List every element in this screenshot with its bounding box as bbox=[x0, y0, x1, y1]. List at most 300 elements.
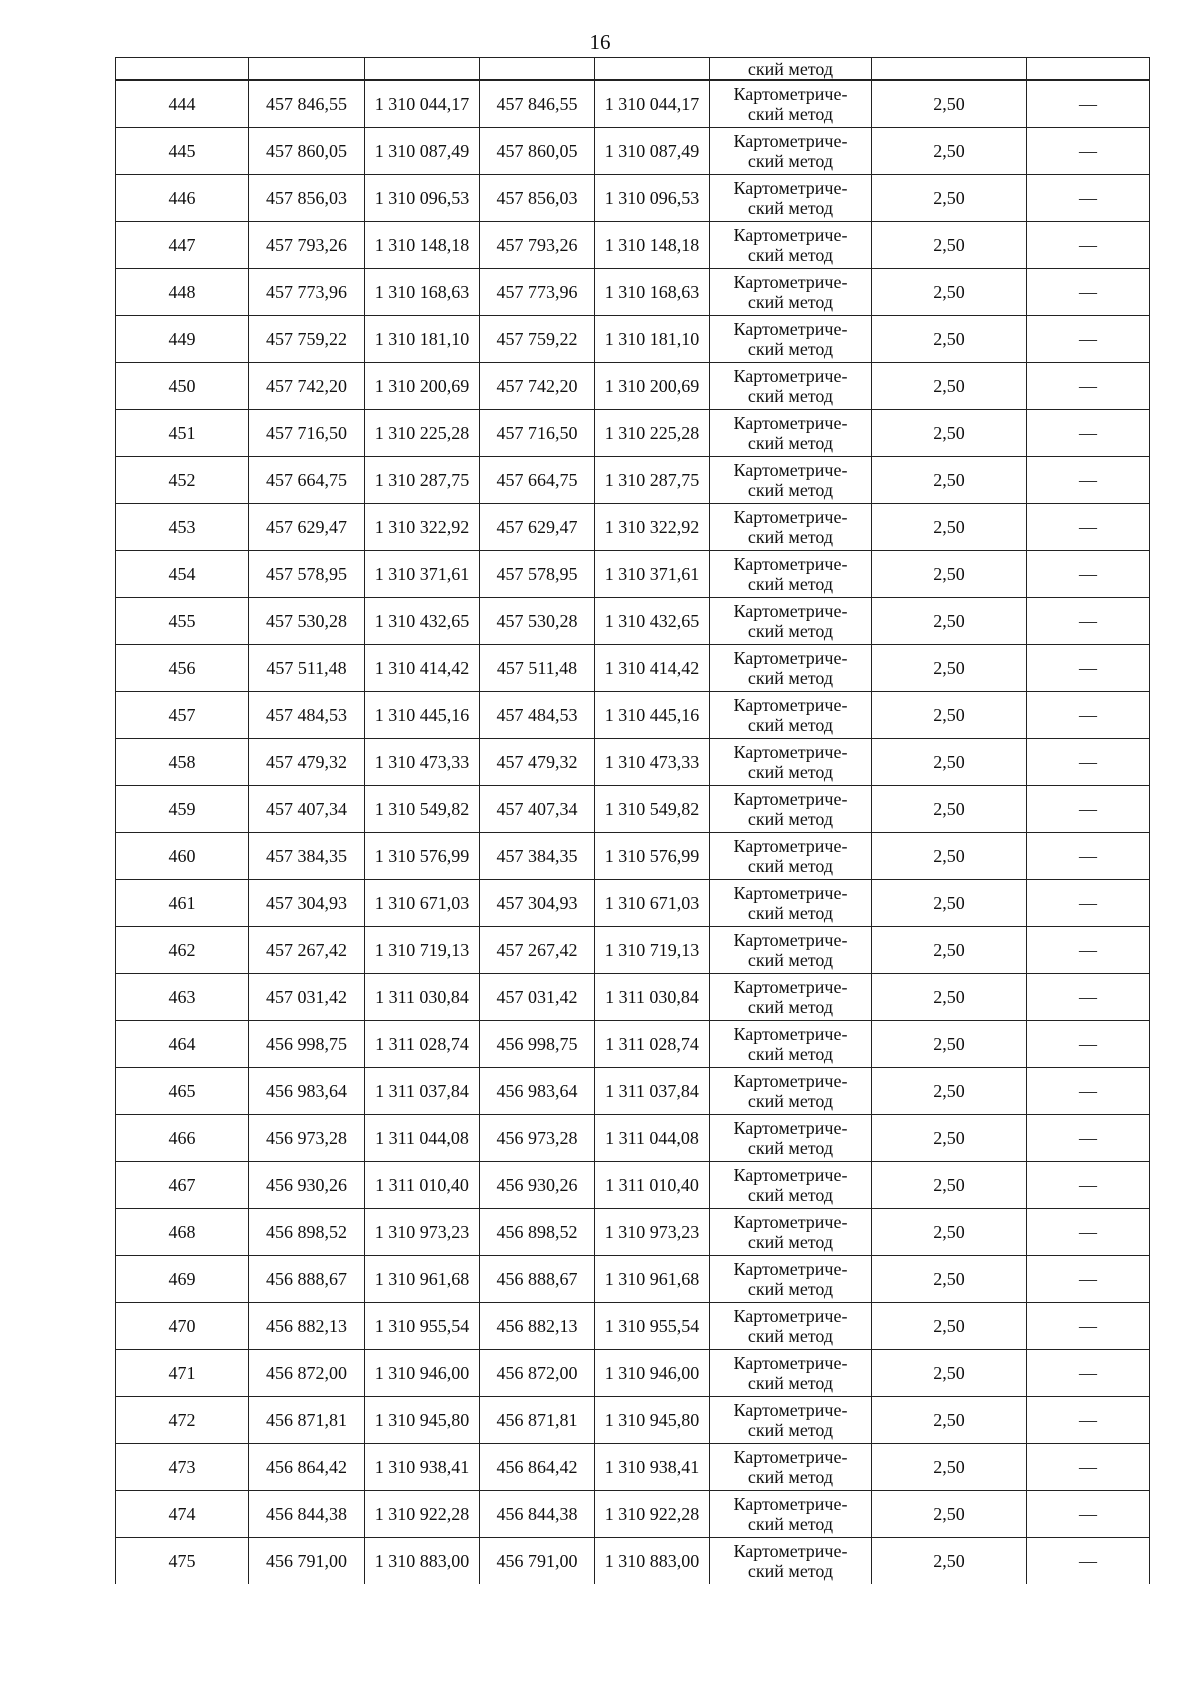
point-number-cell: 458 bbox=[116, 739, 249, 786]
table-cell bbox=[872, 58, 1027, 81]
method-line-1: Картометриче- bbox=[733, 1071, 848, 1091]
existing-y-cell: 1 310 414,42 bbox=[365, 645, 480, 692]
method-cell bbox=[710, 739, 872, 786]
existing-y-cell: 1 310 096,53 bbox=[365, 175, 480, 222]
new-y-cell: 1 310 445,16 bbox=[595, 692, 710, 739]
method-cell bbox=[710, 692, 872, 739]
point-number-cell: 468 bbox=[116, 1209, 249, 1256]
existing-y-cell: 1 310 287,75 bbox=[365, 457, 480, 504]
new-y-cell: 1 311 030,84 bbox=[595, 974, 710, 1021]
existing-y-cell: 1 310 719,13 bbox=[365, 927, 480, 974]
accuracy-cell: 2,50 bbox=[872, 739, 1027, 786]
method-line-1: Картометриче- bbox=[733, 178, 848, 198]
new-x-cell: 457 742,20 bbox=[480, 363, 595, 410]
table-row bbox=[116, 363, 1150, 410]
note-cell: — bbox=[1027, 316, 1150, 363]
method-cell bbox=[710, 974, 872, 1021]
method-cell bbox=[710, 927, 872, 974]
method-line-1: Картометриче- bbox=[733, 648, 848, 668]
table-row bbox=[116, 80, 1150, 128]
method-cell bbox=[710, 1538, 872, 1585]
table-row bbox=[116, 833, 1150, 880]
point-number-cell: 450 bbox=[116, 363, 249, 410]
method-cell bbox=[710, 1021, 872, 1068]
new-x-cell: 456 898,52 bbox=[480, 1209, 595, 1256]
existing-x-cell: 457 530,28 bbox=[249, 598, 365, 645]
table-row bbox=[116, 880, 1150, 927]
note-cell: — bbox=[1027, 363, 1150, 410]
new-x-cell: 456 983,64 bbox=[480, 1068, 595, 1115]
existing-y-cell: 1 310 148,18 bbox=[365, 222, 480, 269]
existing-x-cell: 457 742,20 bbox=[249, 363, 365, 410]
new-x-cell: 457 407,34 bbox=[480, 786, 595, 833]
table-row bbox=[116, 1256, 1150, 1303]
method-line-2: ский метод bbox=[747, 621, 834, 641]
new-x-cell: 456 998,75 bbox=[480, 1021, 595, 1068]
existing-y-cell: 1 310 955,54 bbox=[365, 1303, 480, 1350]
existing-y-cell: 1 310 200,69 bbox=[365, 363, 480, 410]
new-y-cell: 1 310 287,75 bbox=[595, 457, 710, 504]
accuracy-cell: 2,50 bbox=[872, 80, 1027, 128]
table-row bbox=[116, 175, 1150, 222]
method-line-1: Картометриче- bbox=[733, 507, 848, 527]
table-cell bbox=[116, 58, 249, 81]
method-line-1: Картометриче- bbox=[733, 1024, 848, 1044]
table-row bbox=[116, 410, 1150, 457]
method-cell bbox=[710, 269, 872, 316]
existing-x-cell: 457 716,50 bbox=[249, 410, 365, 457]
note-cell: — bbox=[1027, 410, 1150, 457]
point-number-cell: 445 bbox=[116, 128, 249, 175]
existing-y-cell: 1 310 181,10 bbox=[365, 316, 480, 363]
existing-x-cell: 457 479,32 bbox=[249, 739, 365, 786]
new-x-cell: 457 304,93 bbox=[480, 880, 595, 927]
accuracy-cell: 2,50 bbox=[872, 269, 1027, 316]
accuracy-cell: 2,50 bbox=[872, 175, 1027, 222]
method-line-1: Картометриче- bbox=[733, 413, 848, 433]
method-line-1: Картометриче- bbox=[733, 1353, 848, 1373]
existing-x-cell: 457 031,42 bbox=[249, 974, 365, 1021]
new-x-cell: 457 793,26 bbox=[480, 222, 595, 269]
method-cell bbox=[710, 363, 872, 410]
note-cell: — bbox=[1027, 457, 1150, 504]
method-cell bbox=[710, 1444, 872, 1491]
existing-y-cell: 1 310 973,23 bbox=[365, 1209, 480, 1256]
method-line-2: ский метод bbox=[747, 1420, 834, 1440]
table-row bbox=[116, 1209, 1150, 1256]
point-number-cell: 452 bbox=[116, 457, 249, 504]
new-x-cell: 457 031,42 bbox=[480, 974, 595, 1021]
accuracy-cell: 2,50 bbox=[872, 410, 1027, 457]
table-row bbox=[116, 1162, 1150, 1209]
table-row bbox=[116, 551, 1150, 598]
method-line-2: ский метод bbox=[747, 574, 834, 594]
new-x-cell: 457 856,03 bbox=[480, 175, 595, 222]
existing-y-cell: 1 310 671,03 bbox=[365, 880, 480, 927]
method-cell bbox=[710, 457, 872, 504]
point-number-cell: 449 bbox=[116, 316, 249, 363]
accuracy-cell: 2,50 bbox=[872, 363, 1027, 410]
method-cell bbox=[710, 1256, 872, 1303]
existing-x-cell: 457 860,05 bbox=[249, 128, 365, 175]
method-cell bbox=[710, 175, 872, 222]
method-line-1: Картометриче- bbox=[733, 883, 848, 903]
existing-y-cell: 1 310 322,92 bbox=[365, 504, 480, 551]
method-line-1: Картометриче- bbox=[733, 1118, 848, 1138]
method-cell bbox=[710, 1068, 872, 1115]
accuracy-cell: 2,50 bbox=[872, 1350, 1027, 1397]
new-y-cell: 1 310 945,80 bbox=[595, 1397, 710, 1444]
new-y-cell: 1 310 938,41 bbox=[595, 1444, 710, 1491]
new-x-cell: 456 791,00 bbox=[480, 1538, 595, 1585]
note-cell: — bbox=[1027, 269, 1150, 316]
method-line-2: ский метод bbox=[747, 1467, 834, 1487]
note-cell: — bbox=[1027, 1491, 1150, 1538]
table-row bbox=[116, 457, 1150, 504]
note-cell: — bbox=[1027, 80, 1150, 128]
new-x-cell: 457 664,75 bbox=[480, 457, 595, 504]
new-y-cell: 1 310 671,03 bbox=[595, 880, 710, 927]
accuracy-cell: 2,50 bbox=[872, 1538, 1027, 1585]
existing-x-cell: 457 846,55 bbox=[249, 80, 365, 128]
new-y-cell: 1 310 576,99 bbox=[595, 833, 710, 880]
method-cell bbox=[710, 1350, 872, 1397]
point-number-cell: 469 bbox=[116, 1256, 249, 1303]
method-line-1: Картометриче- bbox=[733, 977, 848, 997]
existing-y-cell: 1 311 030,84 bbox=[365, 974, 480, 1021]
existing-x-cell: 456 983,64 bbox=[249, 1068, 365, 1115]
point-number-cell: 451 bbox=[116, 410, 249, 457]
note-cell: — bbox=[1027, 551, 1150, 598]
method-line-1: Картометриче- bbox=[733, 836, 848, 856]
accuracy-cell: 2,50 bbox=[872, 1491, 1027, 1538]
accuracy-cell: 2,50 bbox=[872, 880, 1027, 927]
point-number-cell: 457 bbox=[116, 692, 249, 739]
method-line-2: ский метод bbox=[747, 527, 834, 547]
table-cell bbox=[365, 58, 480, 81]
point-number-cell: 459 bbox=[116, 786, 249, 833]
note-cell: — bbox=[1027, 222, 1150, 269]
new-x-cell: 456 872,00 bbox=[480, 1350, 595, 1397]
method-line-2: ский метод bbox=[747, 809, 834, 829]
existing-x-cell: 457 511,48 bbox=[249, 645, 365, 692]
existing-y-cell: 1 310 044,17 bbox=[365, 80, 480, 128]
new-x-cell: 457 267,42 bbox=[480, 927, 595, 974]
new-y-cell: 1 310 181,10 bbox=[595, 316, 710, 363]
new-x-cell: 456 844,38 bbox=[480, 1491, 595, 1538]
new-y-cell: 1 310 322,92 bbox=[595, 504, 710, 551]
table-row bbox=[116, 739, 1150, 786]
note-cell: — bbox=[1027, 833, 1150, 880]
method-cell bbox=[710, 880, 872, 927]
method-line-2: ский метод bbox=[747, 480, 834, 500]
table-row bbox=[116, 128, 1150, 175]
new-y-cell: 1 311 037,84 bbox=[595, 1068, 710, 1115]
new-x-cell: 457 384,35 bbox=[480, 833, 595, 880]
existing-x-cell: 456 864,42 bbox=[249, 1444, 365, 1491]
table-row bbox=[116, 1115, 1150, 1162]
method-line-2: ский метод bbox=[747, 198, 834, 218]
point-number-cell: 472 bbox=[116, 1397, 249, 1444]
table-row bbox=[116, 316, 1150, 363]
method-line-1: Картометриче- bbox=[733, 225, 848, 245]
new-y-cell: 1 310 549,82 bbox=[595, 786, 710, 833]
existing-x-cell: 457 856,03 bbox=[249, 175, 365, 222]
method-line-1: Картометриче- bbox=[733, 1212, 848, 1232]
accuracy-cell: 2,50 bbox=[872, 1068, 1027, 1115]
existing-x-cell: 457 384,35 bbox=[249, 833, 365, 880]
method-line-1: Картометриче- bbox=[733, 742, 848, 762]
point-number-cell: 474 bbox=[116, 1491, 249, 1538]
method-line-2: ский метод bbox=[747, 1091, 834, 1111]
method-line-2: ский метод bbox=[747, 997, 834, 1017]
note-cell: — bbox=[1027, 786, 1150, 833]
new-y-cell: 1 310 371,61 bbox=[595, 551, 710, 598]
method-line-1: Картометриче- bbox=[733, 1400, 848, 1420]
method-cell bbox=[710, 504, 872, 551]
method-line-1: Картометриче- bbox=[733, 554, 848, 574]
method-line-1: Картометриче- bbox=[733, 272, 848, 292]
method-line-1: Картометриче- bbox=[733, 1541, 848, 1561]
accuracy-cell: 2,50 bbox=[872, 1397, 1027, 1444]
existing-y-cell: 1 310 549,82 bbox=[365, 786, 480, 833]
note-cell: — bbox=[1027, 927, 1150, 974]
existing-x-cell: 456 888,67 bbox=[249, 1256, 365, 1303]
table-row bbox=[116, 1068, 1150, 1115]
existing-y-cell: 1 310 371,61 bbox=[365, 551, 480, 598]
method-line-2: ский метод bbox=[747, 1279, 834, 1299]
point-number-cell: 462 bbox=[116, 927, 249, 974]
table-row bbox=[116, 1491, 1150, 1538]
existing-y-cell: 1 310 432,65 bbox=[365, 598, 480, 645]
method-line-2: ский метод bbox=[747, 104, 834, 124]
note-cell: — bbox=[1027, 974, 1150, 1021]
method-line-2: ский метод bbox=[747, 903, 834, 923]
table-row bbox=[116, 1538, 1150, 1585]
new-y-cell: 1 310 719,13 bbox=[595, 927, 710, 974]
accuracy-cell: 2,50 bbox=[872, 974, 1027, 1021]
method-cell bbox=[710, 833, 872, 880]
method-cell bbox=[710, 1491, 872, 1538]
table-row bbox=[116, 645, 1150, 692]
table-row bbox=[116, 598, 1150, 645]
point-number-cell: 471 bbox=[116, 1350, 249, 1397]
method-cell bbox=[710, 551, 872, 598]
accuracy-cell: 2,50 bbox=[872, 598, 1027, 645]
existing-x-cell: 456 930,26 bbox=[249, 1162, 365, 1209]
new-y-cell: 1 310 432,65 bbox=[595, 598, 710, 645]
method-line-1: Картометриче- bbox=[733, 1165, 848, 1185]
existing-x-cell: 456 973,28 bbox=[249, 1115, 365, 1162]
table-row bbox=[116, 974, 1150, 1021]
note-cell: — bbox=[1027, 1068, 1150, 1115]
method-line-2: ский метод bbox=[747, 762, 834, 782]
existing-x-cell: 456 872,00 bbox=[249, 1350, 365, 1397]
table-row bbox=[116, 927, 1150, 974]
note-cell: — bbox=[1027, 1021, 1150, 1068]
note-cell: — bbox=[1027, 645, 1150, 692]
method-line-2: ский метод bbox=[747, 151, 834, 171]
accuracy-cell: 2,50 bbox=[872, 1021, 1027, 1068]
new-y-cell: 1 310 961,68 bbox=[595, 1256, 710, 1303]
table-row bbox=[116, 1350, 1150, 1397]
existing-y-cell: 1 310 168,63 bbox=[365, 269, 480, 316]
method-cell bbox=[710, 1209, 872, 1256]
new-x-cell: 457 716,50 bbox=[480, 410, 595, 457]
method-line-1: Картометриче- bbox=[733, 601, 848, 621]
point-number-cell: 446 bbox=[116, 175, 249, 222]
table-row bbox=[116, 786, 1150, 833]
accuracy-cell: 2,50 bbox=[872, 1303, 1027, 1350]
page-number: 16 bbox=[589, 30, 611, 54]
note-cell: — bbox=[1027, 692, 1150, 739]
existing-y-cell: 1 310 473,33 bbox=[365, 739, 480, 786]
new-x-cell: 457 511,48 bbox=[480, 645, 595, 692]
existing-y-cell: 1 310 946,00 bbox=[365, 1350, 480, 1397]
method-line-1: Картометриче- bbox=[733, 84, 848, 104]
method-line-2: ский метод bbox=[747, 715, 834, 735]
note-cell: — bbox=[1027, 1350, 1150, 1397]
new-y-cell: 1 310 225,28 bbox=[595, 410, 710, 457]
method-line-2: ский метод bbox=[747, 245, 834, 265]
point-number-cell: 464 bbox=[116, 1021, 249, 1068]
continued-method-cell: ский метод bbox=[710, 58, 872, 81]
note-cell: — bbox=[1027, 1256, 1150, 1303]
new-x-cell: 457 759,22 bbox=[480, 316, 595, 363]
table-cell bbox=[595, 58, 710, 81]
new-x-cell: 457 484,53 bbox=[480, 692, 595, 739]
accuracy-cell: 2,50 bbox=[872, 786, 1027, 833]
new-y-cell: 1 310 096,53 bbox=[595, 175, 710, 222]
method-line-2: ский метод bbox=[747, 856, 834, 876]
existing-x-cell: 456 898,52 bbox=[249, 1209, 365, 1256]
method-line-1: Картометриче- bbox=[733, 131, 848, 151]
note-cell: — bbox=[1027, 1115, 1150, 1162]
note-cell: — bbox=[1027, 1162, 1150, 1209]
new-x-cell: 456 871,81 bbox=[480, 1397, 595, 1444]
table-cell bbox=[1027, 58, 1150, 81]
new-x-cell: 457 629,47 bbox=[480, 504, 595, 551]
existing-y-cell: 1 311 028,74 bbox=[365, 1021, 480, 1068]
method-cell bbox=[710, 598, 872, 645]
method-cell bbox=[710, 1115, 872, 1162]
note-cell: — bbox=[1027, 504, 1150, 551]
existing-x-cell: 457 407,34 bbox=[249, 786, 365, 833]
existing-y-cell: 1 310 445,16 bbox=[365, 692, 480, 739]
method-line-2: ский метод bbox=[747, 1044, 834, 1064]
method-line-1: Картометриче- bbox=[733, 1447, 848, 1467]
method-line-1: Картометриче- bbox=[733, 1494, 848, 1514]
accuracy-cell: 2,50 bbox=[872, 128, 1027, 175]
table-row bbox=[116, 222, 1150, 269]
point-number-cell: 454 bbox=[116, 551, 249, 598]
new-y-cell: 1 311 044,08 bbox=[595, 1115, 710, 1162]
method-cell bbox=[710, 316, 872, 363]
accuracy-cell: 2,50 bbox=[872, 645, 1027, 692]
note-cell: — bbox=[1027, 128, 1150, 175]
method-line-1: Картометриче- bbox=[733, 366, 848, 386]
new-y-cell: 1 310 955,54 bbox=[595, 1303, 710, 1350]
existing-y-cell: 1 310 883,00 bbox=[365, 1538, 480, 1585]
point-number-cell: 455 bbox=[116, 598, 249, 645]
existing-x-cell: 457 267,42 bbox=[249, 927, 365, 974]
method-line-2: ский метод bbox=[747, 1138, 834, 1158]
method-cell bbox=[710, 128, 872, 175]
existing-x-cell: 457 773,96 bbox=[249, 269, 365, 316]
new-y-cell: 1 310 946,00 bbox=[595, 1350, 710, 1397]
table-cell bbox=[480, 58, 595, 81]
existing-x-cell: 457 664,75 bbox=[249, 457, 365, 504]
method-cell bbox=[710, 1162, 872, 1209]
method-line-1: Картометриче- bbox=[733, 930, 848, 950]
new-x-cell: 456 973,28 bbox=[480, 1115, 595, 1162]
new-x-cell: 457 860,05 bbox=[480, 128, 595, 175]
new-x-cell: 456 864,42 bbox=[480, 1444, 595, 1491]
table-row bbox=[116, 1303, 1150, 1350]
table-row bbox=[116, 692, 1150, 739]
table-row bbox=[116, 1444, 1150, 1491]
existing-x-cell: 457 484,53 bbox=[249, 692, 365, 739]
method-line-2: ский метод bbox=[747, 950, 834, 970]
method-line-1: Картометриче- bbox=[733, 460, 848, 480]
method-line-2: ский метод bbox=[747, 1232, 834, 1252]
existing-x-cell: 456 844,38 bbox=[249, 1491, 365, 1538]
method-line-1: Картометриче- bbox=[733, 695, 848, 715]
note-cell: — bbox=[1027, 1397, 1150, 1444]
method-line-2: ский метод bbox=[747, 433, 834, 453]
point-number-cell: 463 bbox=[116, 974, 249, 1021]
existing-x-cell: 457 578,95 bbox=[249, 551, 365, 598]
new-x-cell: 456 930,26 bbox=[480, 1162, 595, 1209]
table-cell bbox=[249, 58, 365, 81]
new-y-cell: 1 310 087,49 bbox=[595, 128, 710, 175]
new-y-cell: 1 310 883,00 bbox=[595, 1538, 710, 1585]
accuracy-cell: 2,50 bbox=[872, 1444, 1027, 1491]
table-row bbox=[116, 504, 1150, 551]
table-row bbox=[116, 1397, 1150, 1444]
accuracy-cell: 2,50 bbox=[872, 551, 1027, 598]
existing-y-cell: 1 310 922,28 bbox=[365, 1491, 480, 1538]
method-cell bbox=[710, 410, 872, 457]
new-y-cell: 1 310 414,42 bbox=[595, 645, 710, 692]
accuracy-cell: 2,50 bbox=[872, 457, 1027, 504]
method-line-2: ский метод bbox=[747, 1326, 834, 1346]
point-number-cell: 456 bbox=[116, 645, 249, 692]
accuracy-cell: 2,50 bbox=[872, 1209, 1027, 1256]
coordinates-table bbox=[115, 57, 1150, 1584]
note-cell: — bbox=[1027, 1209, 1150, 1256]
existing-y-cell: 1 311 037,84 bbox=[365, 1068, 480, 1115]
point-number-cell: 460 bbox=[116, 833, 249, 880]
method-line-2: ский метод bbox=[747, 1373, 834, 1393]
accuracy-cell: 2,50 bbox=[872, 833, 1027, 880]
point-number-cell: 473 bbox=[116, 1444, 249, 1491]
existing-y-cell: 1 310 945,80 bbox=[365, 1397, 480, 1444]
method-line-2: ский метод bbox=[747, 1185, 834, 1205]
existing-x-cell: 457 793,26 bbox=[249, 222, 365, 269]
note-cell: — bbox=[1027, 1444, 1150, 1491]
new-x-cell: 457 773,96 bbox=[480, 269, 595, 316]
new-x-cell: 457 479,32 bbox=[480, 739, 595, 786]
method-cell bbox=[710, 786, 872, 833]
method-cell bbox=[710, 222, 872, 269]
existing-x-cell: 456 882,13 bbox=[249, 1303, 365, 1350]
table-row bbox=[116, 1021, 1150, 1068]
existing-x-cell: 456 871,81 bbox=[249, 1397, 365, 1444]
accuracy-cell: 2,50 bbox=[872, 222, 1027, 269]
new-y-cell: 1 310 973,23 bbox=[595, 1209, 710, 1256]
point-number-cell: 453 bbox=[116, 504, 249, 551]
